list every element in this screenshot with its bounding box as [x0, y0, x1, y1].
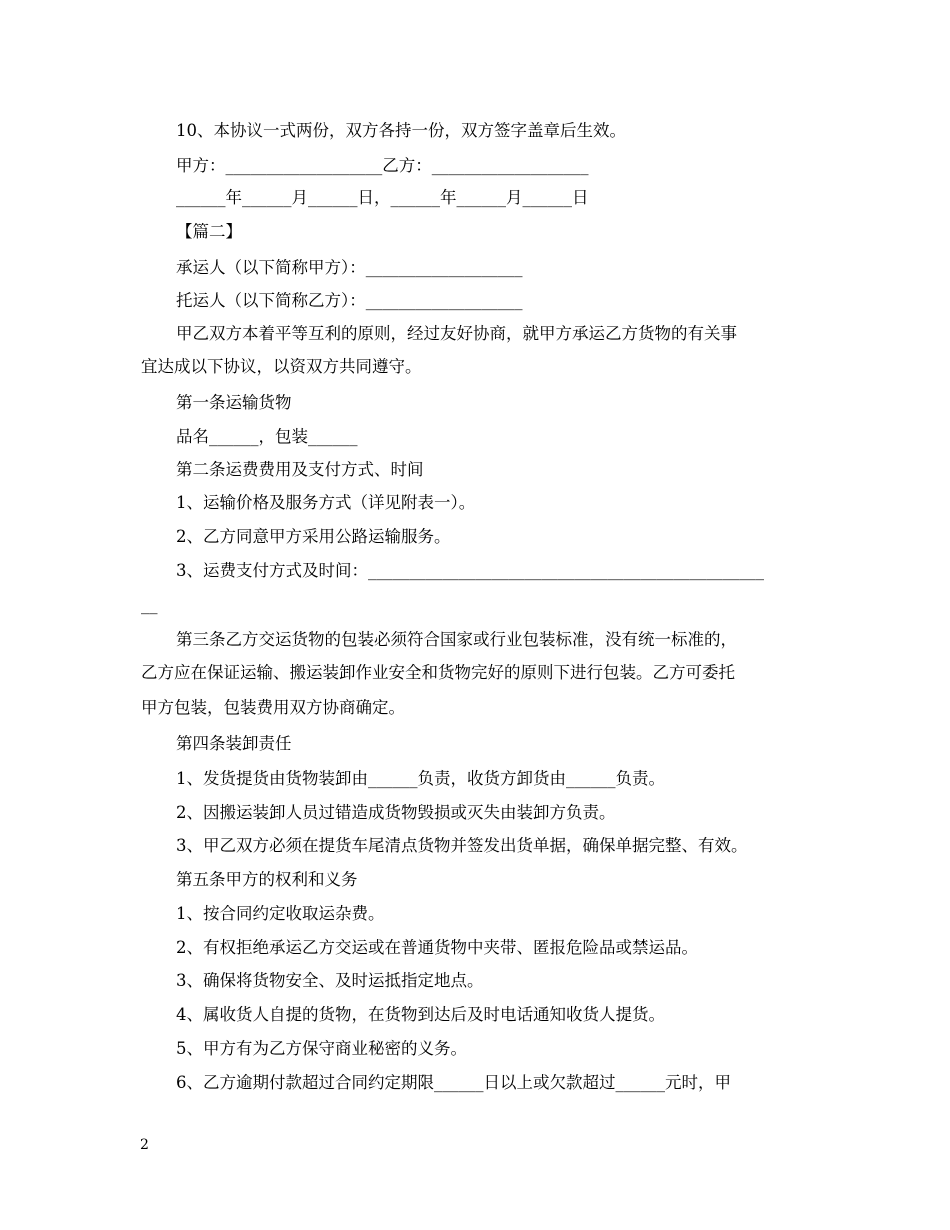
- signature-line-parties: 甲方：___________________乙方：___________________: [176, 156, 589, 175]
- carrier-party-line: 承运人（以下简称甲方）：___________________: [176, 258, 523, 277]
- clause-10-effectiveness: 10、本协议一式两份，双方各持一份，双方签字盖章后生效。: [176, 121, 626, 140]
- article-5-item-5: 5、甲方有为乙方保守商业秘密的义务。: [176, 1039, 467, 1058]
- article-4-item-1: 1、发货提货由货物装卸由______负责，收货方卸货由______负责。: [176, 769, 665, 788]
- preamble-line-1: 甲乙双方本着平等互利的原则，经过友好协商，就甲方承运乙方货物的有关事: [176, 324, 737, 343]
- article-4-item-2: 2、因搬运装卸人员过错造成货物毁损或灭失由装卸方负责。: [176, 803, 616, 822]
- article-2-item-1: 1、运输价格及服务方式（详见附表一）。: [176, 493, 476, 512]
- article-1-heading: 第一条运输货物: [176, 393, 292, 412]
- preamble-line-2: 宜达成以下协议，以资双方共同遵守。: [141, 357, 422, 376]
- article-2-heading: 第二条运费费用及支付方式、时间: [176, 460, 424, 479]
- article-5-item-3: 3、确保将货物安全、及时运抵指定地点。: [176, 971, 484, 990]
- article-5-item-6: 6、乙方逾期付款超过合同约定期限______日以上或欠款超过______元时，甲: [176, 1073, 731, 1092]
- article-3-line-3: 甲方包装，包装费用双方协商确定。: [141, 698, 405, 717]
- shipper-party-line: 托运人（以下简称乙方）：___________________: [176, 291, 523, 310]
- section-heading-part-two: 【篇二】: [176, 222, 242, 241]
- article-4-item-3: 3、甲乙双方必须在提货车尾清点货物并签发出货单据，确保单据完整、有效。: [176, 836, 748, 855]
- article-3-line-2: 乙方应在保证运输、搬运装卸作业安全和货物完好的原则下进行包装。乙方可委托: [141, 663, 735, 682]
- article-4-heading: 第四条装卸责任: [176, 734, 292, 753]
- article-5-item-4: 4、属收货人自提的货物，在货物到达后及时电话通知收货人提货。: [176, 1005, 665, 1024]
- signature-date-line: ______年______月______日，______年______月______日: [176, 188, 589, 207]
- article-5-item-2: 2、有权拒绝承运乙方交运或在普通货物中夹带、匿报危险品或禁运品。: [176, 938, 698, 957]
- article-3-line-1: 第三条乙方交运货物的包装必须符合国家或行业包装标准，没有统一标准的，: [176, 630, 737, 649]
- goods-name-packaging-line: 品名______，包装______: [176, 427, 358, 446]
- article-5-heading: 第五条甲方的权利和义务: [176, 870, 358, 889]
- article-5-item-1: 1、按合同约定收取运杂费。: [176, 904, 385, 923]
- article-2-item-3: 3、运费支付方式及时间：________________________________________________: [176, 561, 764, 580]
- blank-line-continuation: __: [141, 595, 158, 614]
- article-2-item-2: 2、乙方同意甲方采用公路运输服务。: [176, 527, 451, 546]
- page-number: 2: [140, 1137, 149, 1153]
